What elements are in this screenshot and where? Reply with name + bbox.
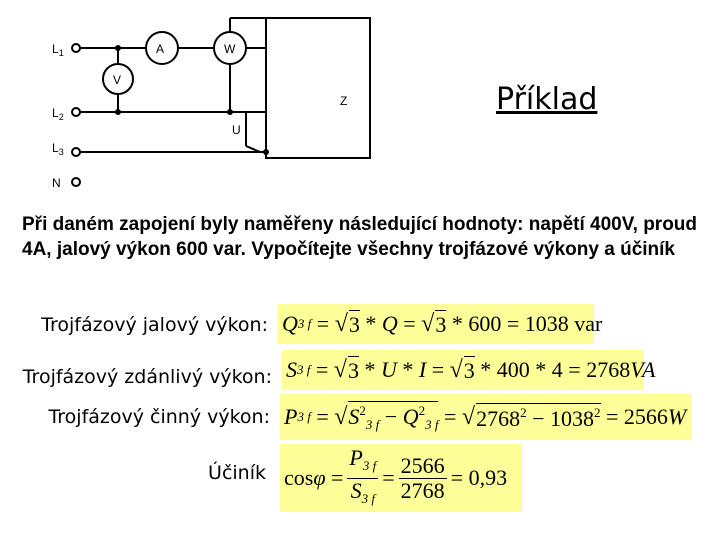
label-l1: $L_1$ bbox=[52, 42, 64, 58]
label-l3: $L_3$ bbox=[52, 141, 64, 157]
node-v-bottom bbox=[115, 109, 121, 115]
label-active-power: Trojfázový činný výkon: bbox=[48, 406, 270, 428]
label-z: Z bbox=[340, 94, 348, 108]
formula-power-factor: cos φ = $\frac{P_{3 f}}{S_{3 f}}$ = $\frac{2566}{2768}$ = 0,93 bbox=[280, 444, 522, 512]
terminal-l1 bbox=[72, 44, 80, 52]
terminal-l3 bbox=[72, 148, 80, 156]
circuit-diagram bbox=[0, 0, 720, 200]
label-n: N bbox=[52, 176, 61, 190]
label-a: A bbox=[156, 42, 165, 56]
node-w-voltage bbox=[227, 109, 233, 115]
label-apparent-power: Trojfázový zdánlivý výkon: bbox=[22, 366, 272, 388]
label-power-factor: Účiník bbox=[208, 462, 266, 484]
terminal-n bbox=[72, 178, 80, 186]
label-v: V bbox=[113, 73, 122, 87]
load-box bbox=[266, 18, 370, 158]
formula-apparent-power: S 3 f = √ 3 * U * I = √ 3 * 400 * 4 = 2768 VA bbox=[282, 350, 644, 390]
label-l2: $L_2$ bbox=[52, 106, 64, 122]
label-w: W bbox=[224, 42, 236, 56]
label-reactive-power: Trojfázový jalový výkon: bbox=[41, 314, 268, 336]
problem-statement: Při daném zapojení byly naměřeny následující hodnoty: napětí 400V, proud 4A, jalový výkon 600 var. Vypočítejte všechny trojfázové výkony a účiník bbox=[22, 214, 698, 260]
page-title: Příklad bbox=[496, 82, 598, 117]
terminal-l2 bbox=[72, 108, 80, 116]
node-v-top bbox=[115, 45, 121, 51]
node-l3 bbox=[263, 149, 269, 155]
formula-active-power: P 3 f = √ $S^2_{3 f} - Q^2_{3 f}$ = √ $2768^2 - 1038^2$ = 2566 W bbox=[280, 394, 692, 440]
label-u: U bbox=[232, 123, 241, 137]
formula-reactive-power: Q 3 f = √ 3 * Q = √ 3 * 600 = 1038 var bbox=[278, 304, 594, 344]
